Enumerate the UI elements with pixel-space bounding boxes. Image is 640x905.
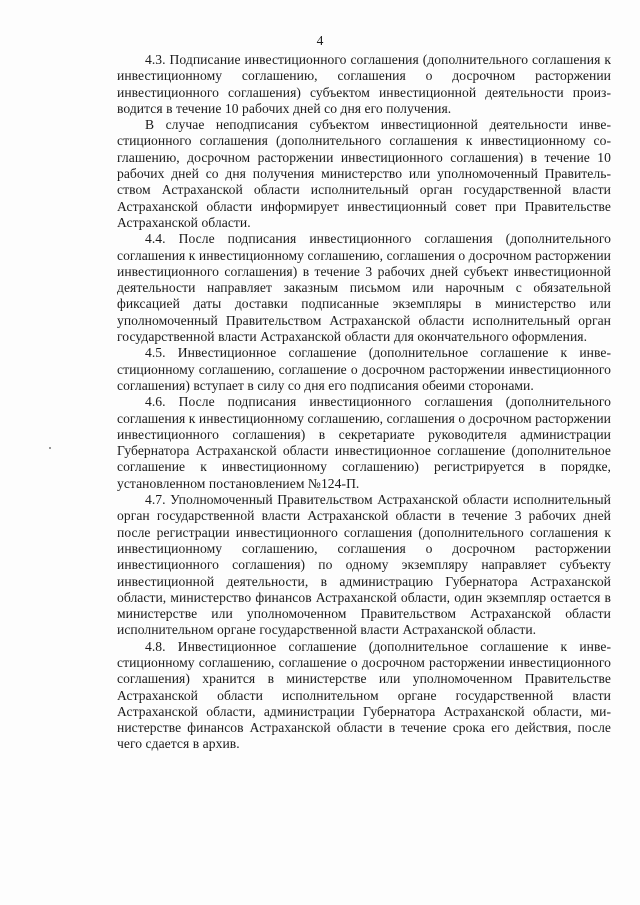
document-body — [117, 52, 611, 753]
paragraph-4-3: 4.3. Подписание инвестиционного соглашения (дополнительного соглашения к инвестиционному соглашению, соглашения о досрочном расторжении инвестиционного соглашения) субъектом инвестиционной деятельности производится в течение 10 рабочих дней со дня его получения. — [117, 52, 611, 116]
page-number: 4 — [316, 33, 324, 48]
paragraph-4-6: 4.6. После подписания инвестиционного соглашения (дополнительного соглашения к инвестиционному соглашению, соглашения о досрочном расторжении инвестиционного соглашения) в секретариате руководителя администрации Губернатора Астраханской области инвестиционное соглашение (дополнительное соглашение к инвестиционному соглашению) регистрируется в порядке, установленном постановлением №124-П. — [117, 394, 611, 491]
scan-speck — [49, 447, 51, 449]
paragraph-4-5: 4.5. Инвестиционное соглашение (дополнительное соглашение к инвестиционному соглашению, соглашение о досрочном расторжении инвестиционного соглашения) вступает в силу со дня его подписания обеими сторонами. — [117, 345, 611, 393]
paragraph-4-3-non-signing: В случае неподписания субъектом инвестиционной деятельности инвестиционного соглашения (дополнительного соглашения к инвестиционному соглашению, досрочном расторжении инвестиционного соглашения) в течение 10 рабочих дней со дня получения министерство или уполномоченный Правительством Астраханской области исполнительный орган государственной власти Астраханской области информирует инвестиционный совет при Правительстве Астраханской области. — [117, 117, 611, 230]
paragraph-4-8: 4.8. Инвестиционное соглашение (дополнительное соглашение к инвестиционному соглашению, соглашение о досрочном расторжении инвестиционного соглашения) хранится в министерстве или уполномоченном Правительстве Астраханской области исполнительном органе государственной власти Астраханской области, администрации Губернатора Астраханской области, министерстве финансов Астраханской области в течение срока его действия, после чего сдается в архив. — [117, 638, 611, 752]
paragraph-4-7: 4.7. Уполномоченный Правительством Астраханской области исполнительный орган государственной власти Астраханской области в течение 3 рабочих дней после регистрации инвестиционного соглашения (дополнительного соглашения к инвестиционному соглашению, соглашения о досрочном расторжении инвестиционного соглашения) по одному экземпляру направляет субъекту инвестиционной деятельности, в администрацию Губернатора Астраханской области, министерство финансов Астраханской области, один экземпляр остается в министерстве или уполномоченном Правительством Астраханской области исполнительном органе государственной власти Астраханской области. — [117, 492, 611, 638]
paragraph-4-4: 4.4. После подписания инвестиционного соглашения (дополнительного соглашения к инвестиционному соглашению, соглашения о досрочном расторжении инвестиционного соглашения) в течение 3 рабочих дней субъект инвестиционной деятельности направляет заказным письмом или нарочным с обязательной фиксацией даты доставки подписанные экземпляры в министерство или уполномоченный Правительством Астраханской области исполнительный орган государственной власти Астраханской области для окончательного оформления. — [117, 231, 611, 345]
